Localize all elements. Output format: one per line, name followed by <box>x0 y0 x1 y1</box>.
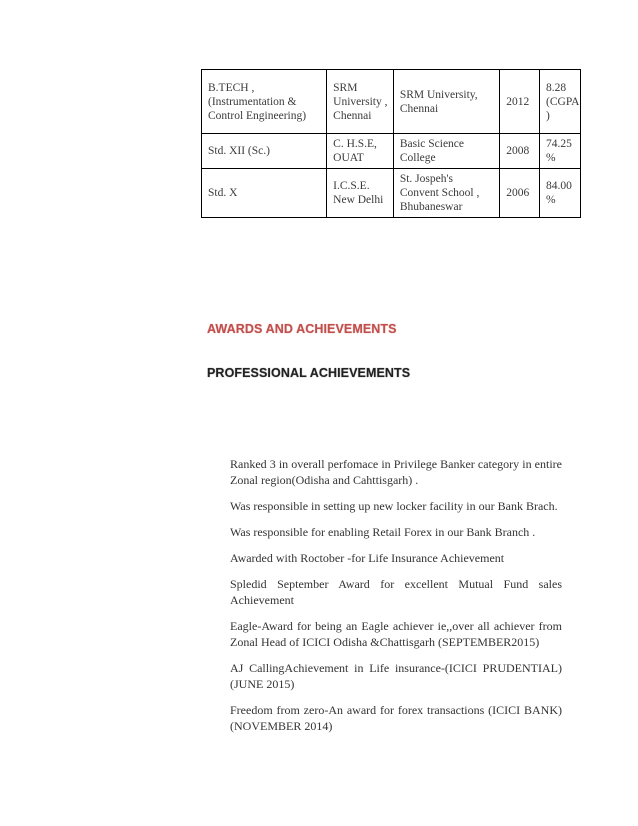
professional-achievements-heading: PROFESSIONAL ACHIEVEMENTS <box>207 366 411 380</box>
board-cell: Basic Science College <box>393 134 499 169</box>
table-row <box>202 134 581 169</box>
institute-cell: C. H.S.E, OUAT <box>327 134 394 169</box>
institute-cell: I.C.S.E. New Delhi <box>327 169 394 218</box>
score-cell: 74.25 % <box>540 134 581 169</box>
list-item: Awarded with Roctober -for Life Insurance Achievement <box>230 551 505 565</box>
list-item: Was responsible in setting up new locker facility in our Bank Brach. <box>230 499 558 513</box>
degree-cell: Std. X <box>202 169 327 218</box>
year-cell: 2008 <box>500 134 540 169</box>
institute-cell: SRM University , Chennai <box>327 70 394 134</box>
board-cell: St. Jospeh's Convent School , Bhubaneswar <box>393 169 499 218</box>
board-cell: SRM University, Chennai <box>393 70 499 134</box>
achievements-list <box>230 456 562 744</box>
awards-heading: AWARDS AND ACHIEVEMENTS <box>207 322 397 336</box>
degree-cell: B.TECH , (Instrumentation & Control Engineering) <box>202 70 327 134</box>
education-table <box>201 69 581 218</box>
score-cell: 84.00 % <box>540 169 581 218</box>
list-item: Eagle-Award for being an Eagle achiever ie,,over all achiever from Zonal Head of ICICI Odisha &Chattisgarh (SEPTEMBER2015) <box>230 619 562 649</box>
table-row <box>202 70 581 134</box>
score-cell: 8.28 (CGPA ) <box>540 70 581 134</box>
table-row <box>202 169 581 218</box>
list-item: Spledid September Award for excellent Mutual Fund sales Achievement <box>230 577 562 607</box>
list-item: Ranked 3 in overall perfomace in Privilege Banker category in entire Zonal region(Odisha and Cahttisgarh) . <box>230 457 562 487</box>
list-item: AJ CallingAchievement in Life insurance-(ICICI PRUDENTIAL)(JUNE 2015) <box>230 661 562 691</box>
list-item: Freedom from zero-An award for forex transactions (ICICI BANK)(NOVEMBER 2014) <box>230 703 562 733</box>
list-item: Was responsible for enabling Retail Forex in our Bank Branch . <box>230 525 536 539</box>
year-cell: 2012 <box>500 70 540 134</box>
year-cell: 2006 <box>500 169 540 218</box>
degree-cell: Std. XII (Sc.) <box>202 134 327 169</box>
